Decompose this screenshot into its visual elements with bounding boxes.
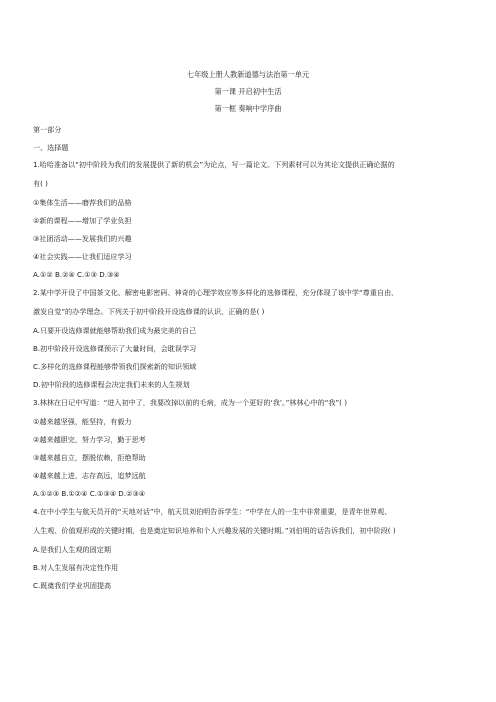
- part-heading: 第一部分: [33, 125, 62, 134]
- question-4-option: A.是我们人生观的固定期: [33, 545, 111, 554]
- question-3-answers: A.①②③ B.①②④ C.①③④ D.②③④: [33, 489, 146, 498]
- question-1-stem-cont: 有( ): [33, 179, 48, 188]
- question-4-option: B.对人生发展有决定性作用: [33, 563, 119, 572]
- question-2-stem-cont: 激发自觉”的办学理念。下列关于初中阶段开设选修课的认识、正确的是( ): [33, 307, 265, 316]
- question-1-option: ③社团活动——发展我们的兴趣: [33, 234, 132, 243]
- question-1-option: ②新的课程——增加了学业负担: [33, 216, 132, 225]
- question-3-option: ①越来越坚强，能坚持，有毅力: [33, 417, 132, 426]
- question-2-option: B.初中阶段开设选修课预示了大量时间，会耽误学习: [33, 344, 197, 353]
- question-3-stem: 3.林林在日记中写道：“进入初中了，我要改掉以前的毛病，成为一个更好的‘我’。”林林心中的“我”( ): [33, 398, 347, 407]
- question-4-stem-cont: 人生观、价值观形成的关键时期，也是奠定知识培养和个人兴趣发展的关键时期。”刘伯明的话告诉我们，初中阶段( ): [33, 526, 396, 535]
- section-title: 第一框 奏响中学序曲: [214, 104, 282, 113]
- question-1-option: ①集体生活——磨荐我们的品格: [33, 198, 132, 207]
- document-title: 七年级上册人教新道德与法治第一单元: [186, 70, 310, 79]
- question-1-stem: 1.哈哈准备以“初中阶段为我们的发展提供了新的机会”为论点，写一篇论文。下列素材可以为其论文提供正确论据的: [33, 160, 395, 169]
- question-3-option: ②越来越胆完，努力学习，勤于思考: [33, 435, 146, 444]
- question-3-option: ③越来越自立，摆脱依赖，拒绝帮助: [33, 453, 146, 462]
- question-4-option: C.既奠我们学业巩固提高: [33, 581, 112, 590]
- question-1-answers: A.①② B.②④ C.①③ D.③④: [33, 270, 120, 279]
- section-heading: 一、选择题: [33, 143, 69, 152]
- question-4-stem: 4.在中小学生与航天员开的“天地对话”中，航天员刘伯明告诉学生：“中学在人的一生中非常重要，是青年世界观、: [33, 507, 392, 516]
- question-2-option: C.多样化的选修课程能够带领我们探索新的知识领域: [33, 362, 197, 371]
- question-2-option: D.初中阶段的选修课程会决定我们未来的人生规划: [33, 380, 190, 389]
- lesson-title: 第一课 开启初中生活: [214, 87, 282, 96]
- question-1-option: ④社会实践——让我们适应学习: [33, 252, 132, 261]
- question-2-option: A.只要开设选修课就能够帮助我们成为最完美的自己: [33, 326, 197, 335]
- question-3-option: ④越来越上进，志存高远，追梦远航: [33, 471, 146, 480]
- question-2-stem: 2.某中学开设了中国茶文化、解密电影密码、神奇的心理学效应等多样化的选修课程，充分体现了该中学“尊重自由，: [33, 288, 399, 297]
